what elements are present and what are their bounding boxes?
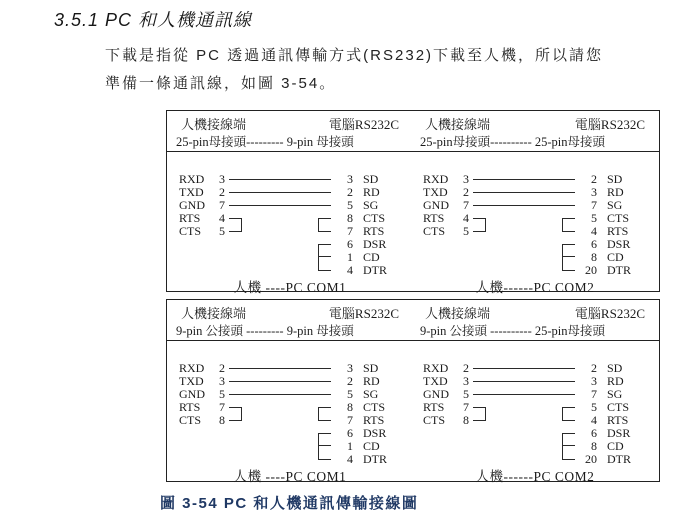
paragraph-line-1: 下載是指從 PC 透過通訊傳輸方式(RS232)下載至人機，所以請您: [105, 47, 604, 64]
pin-number: 4: [591, 224, 597, 238]
pin-number: 7: [219, 198, 225, 212]
cts-rts-jumper: [562, 218, 575, 232]
signal-name: RXD: [179, 172, 205, 186]
pin-number: 3: [591, 185, 597, 199]
signal-name: SD: [607, 172, 623, 186]
pin-number: 8: [591, 439, 597, 453]
figure-caption: 圖 3-54 PC 和人機通訊傳輸接線圖: [160, 495, 419, 512]
connection-wire: [229, 205, 331, 206]
signal-name: CTS: [179, 224, 202, 238]
panel-connection-label: 人機 ----PC COM1: [233, 280, 347, 295]
pin-number: 2: [463, 361, 469, 375]
signal-name: RD: [607, 374, 624, 388]
pin-number: 5: [591, 400, 597, 414]
pin-number: 6: [591, 237, 597, 251]
connector-spec: 25-pin母接頭---------- 25-pin母接頭: [420, 135, 606, 149]
pin-number: 2: [219, 185, 225, 199]
signal-name: GND: [423, 198, 449, 212]
signal-name: TXD: [179, 374, 204, 388]
rts-cts-jumper: [229, 218, 242, 232]
wiring-box-1: [166, 110, 660, 295]
signal-name: RTS: [179, 211, 201, 225]
pc-side-title: 電腦RS232C: [574, 117, 645, 132]
connector-spec: 25-pin母接頭--------- 9-pin 母接頭: [176, 135, 354, 149]
signal-name: RTS: [363, 413, 385, 427]
signal-name: SD: [363, 361, 379, 375]
wiring-panel-com1-box1: [173, 111, 407, 295]
pc-side-title: 電腦RS232C: [328, 306, 399, 321]
dsr-cd-dtr-jumper: [562, 244, 575, 271]
dsr-cd-dtr-jumper: [318, 244, 331, 271]
pin-number: 2: [347, 185, 353, 199]
hmi-side-title: 人機接線端: [425, 117, 491, 132]
signal-name: CD: [607, 439, 624, 453]
panel-header-row: [425, 114, 645, 133]
pin-number: 5: [219, 224, 225, 238]
signal-name: CD: [607, 250, 624, 264]
pin-number: 3: [463, 374, 469, 388]
wiring-panel-com2-box2: [417, 300, 653, 484]
pin-number: 4: [463, 211, 469, 225]
signal-name: CTS: [179, 413, 202, 427]
pin-number: 5: [591, 211, 597, 225]
pin-number: 3: [347, 172, 353, 186]
signal-name: RTS: [423, 400, 445, 414]
panel-header-row: [181, 114, 399, 133]
pin-number: 5: [347, 387, 353, 401]
connection-wire: [473, 381, 575, 382]
panel-connection-label: 人機------PC COM2: [475, 469, 595, 484]
pin-number: 2: [219, 361, 225, 375]
signal-name: CTS: [607, 400, 630, 414]
connection-wire: [473, 192, 575, 193]
connection-wire: [229, 179, 331, 180]
rts-cts-jumper: [229, 407, 242, 421]
connector-spec: 9-pin 公接頭 ---------- 25-pin母接頭: [420, 324, 606, 338]
signal-name: TXD: [423, 374, 448, 388]
pin-number: 3: [347, 361, 353, 375]
connection-wire: [229, 381, 331, 382]
signal-name: RXD: [179, 361, 205, 375]
signal-name: GND: [423, 387, 449, 401]
pin-number: 5: [219, 387, 225, 401]
wiring-panel-com2-box1: [417, 111, 653, 295]
pin-number: 2: [591, 172, 597, 186]
signal-name: RTS: [607, 224, 629, 238]
pin-number: 8: [591, 250, 597, 264]
signal-name: CD: [363, 250, 380, 264]
signal-name: SG: [363, 198, 379, 212]
pin-number: 7: [591, 387, 597, 401]
pin-number: 6: [347, 426, 353, 440]
signal-name: GND: [179, 387, 205, 401]
pin-number: 6: [591, 426, 597, 440]
pc-side-title: 電腦RS232C: [328, 117, 399, 132]
signal-name: TXD: [179, 185, 204, 199]
signal-name: CTS: [607, 211, 630, 225]
panel-header-row: [181, 303, 399, 322]
signal-name: CTS: [363, 211, 386, 225]
pin-number: 8: [347, 211, 353, 225]
signal-name: DTR: [363, 452, 387, 466]
signal-name: CTS: [423, 413, 446, 427]
signal-name: RD: [607, 185, 624, 199]
pin-number: 4: [347, 263, 353, 277]
pin-number: 3: [591, 374, 597, 388]
connection-wire: [473, 368, 575, 369]
signal-name: SD: [607, 361, 623, 375]
signal-name: GND: [179, 198, 205, 212]
pin-number: 7: [347, 413, 353, 427]
pin-number: 2: [463, 185, 469, 199]
signal-name: RTS: [363, 224, 385, 238]
signal-name: SG: [363, 387, 379, 401]
pin-number: 20: [585, 452, 597, 466]
signal-name: SG: [607, 387, 623, 401]
connection-wire: [473, 394, 575, 395]
signal-name: DTR: [607, 452, 631, 466]
pin-number: 4: [219, 211, 225, 225]
pin-number: 8: [463, 413, 469, 427]
signal-name: DTR: [607, 263, 631, 277]
panel-connection-label: 人機 ----PC COM1: [233, 469, 347, 484]
paragraph-line-2: 準備一條通訊線，如圖 3-54。: [105, 75, 337, 92]
pin-number: 8: [219, 413, 225, 427]
dsr-cd-dtr-jumper: [562, 433, 575, 460]
jumper-middle-stub: [319, 445, 331, 446]
wiring-panel-com1-box2: [173, 300, 407, 484]
pin-number: 20: [585, 263, 597, 277]
jumper-middle-stub: [319, 256, 331, 257]
connection-wire: [473, 179, 575, 180]
pin-number: 6: [347, 237, 353, 251]
signal-name: DSR: [607, 426, 631, 440]
signal-name: RTS: [179, 400, 201, 414]
signal-name: SD: [363, 172, 379, 186]
pin-number: 2: [591, 361, 597, 375]
rts-cts-jumper: [473, 407, 486, 421]
signal-name: SG: [607, 198, 623, 212]
pin-number: 7: [219, 400, 225, 414]
jumper-middle-stub: [563, 445, 575, 446]
signal-name: CTS: [423, 224, 446, 238]
signal-name: RTS: [423, 211, 445, 225]
pin-number: 7: [347, 224, 353, 238]
pin-number: 1: [347, 250, 353, 264]
rts-cts-jumper: [473, 218, 486, 232]
connection-wire: [229, 394, 331, 395]
signal-name: DSR: [363, 426, 387, 440]
pin-number: 8: [347, 400, 353, 414]
pin-number: 3: [219, 172, 225, 186]
signal-name: TXD: [423, 185, 448, 199]
cts-rts-jumper: [562, 407, 575, 421]
hmi-side-title: 人機接線端: [181, 117, 247, 132]
connection-wire: [473, 205, 575, 206]
signal-name: CD: [363, 439, 380, 453]
signal-name: DSR: [607, 237, 631, 251]
pin-number: 3: [463, 172, 469, 186]
pin-number: 2: [347, 374, 353, 388]
connection-wire: [229, 368, 331, 369]
pin-number: 3: [219, 374, 225, 388]
hmi-side-title: 人機接線端: [181, 306, 247, 321]
pin-number: 1: [347, 439, 353, 453]
pin-number: 4: [591, 413, 597, 427]
connector-spec: 9-pin 公接頭 --------- 9-pin 母接頭: [176, 324, 354, 338]
signal-name: RXD: [423, 172, 449, 186]
hmi-side-title: 人機接線端: [425, 306, 491, 321]
signal-name: RXD: [423, 361, 449, 375]
pin-number: 5: [463, 224, 469, 238]
section-heading: 3.5.1 PC 和人機通訊線: [54, 10, 253, 30]
pin-number: 4: [347, 452, 353, 466]
panel-connection-label: 人機------PC COM2: [475, 280, 595, 295]
dsr-cd-dtr-jumper: [318, 433, 331, 460]
signal-name: RD: [363, 185, 380, 199]
pin-number: 7: [463, 400, 469, 414]
cts-rts-jumper: [318, 218, 331, 232]
signal-name: DSR: [363, 237, 387, 251]
pin-number: 5: [463, 387, 469, 401]
signal-name: RD: [363, 374, 380, 388]
body-paragraph: [105, 42, 603, 98]
pc-side-title: 電腦RS232C: [574, 306, 645, 321]
signal-name: RTS: [607, 413, 629, 427]
signal-name: CTS: [363, 400, 386, 414]
connection-wire: [229, 192, 331, 193]
jumper-middle-stub: [563, 256, 575, 257]
pin-number: 5: [347, 198, 353, 212]
pin-number: 7: [463, 198, 469, 212]
signal-name: DTR: [363, 263, 387, 277]
wiring-box-2: [166, 299, 660, 482]
pin-number: 7: [591, 198, 597, 212]
cts-rts-jumper: [318, 407, 331, 421]
panel-header-row: [425, 303, 645, 322]
